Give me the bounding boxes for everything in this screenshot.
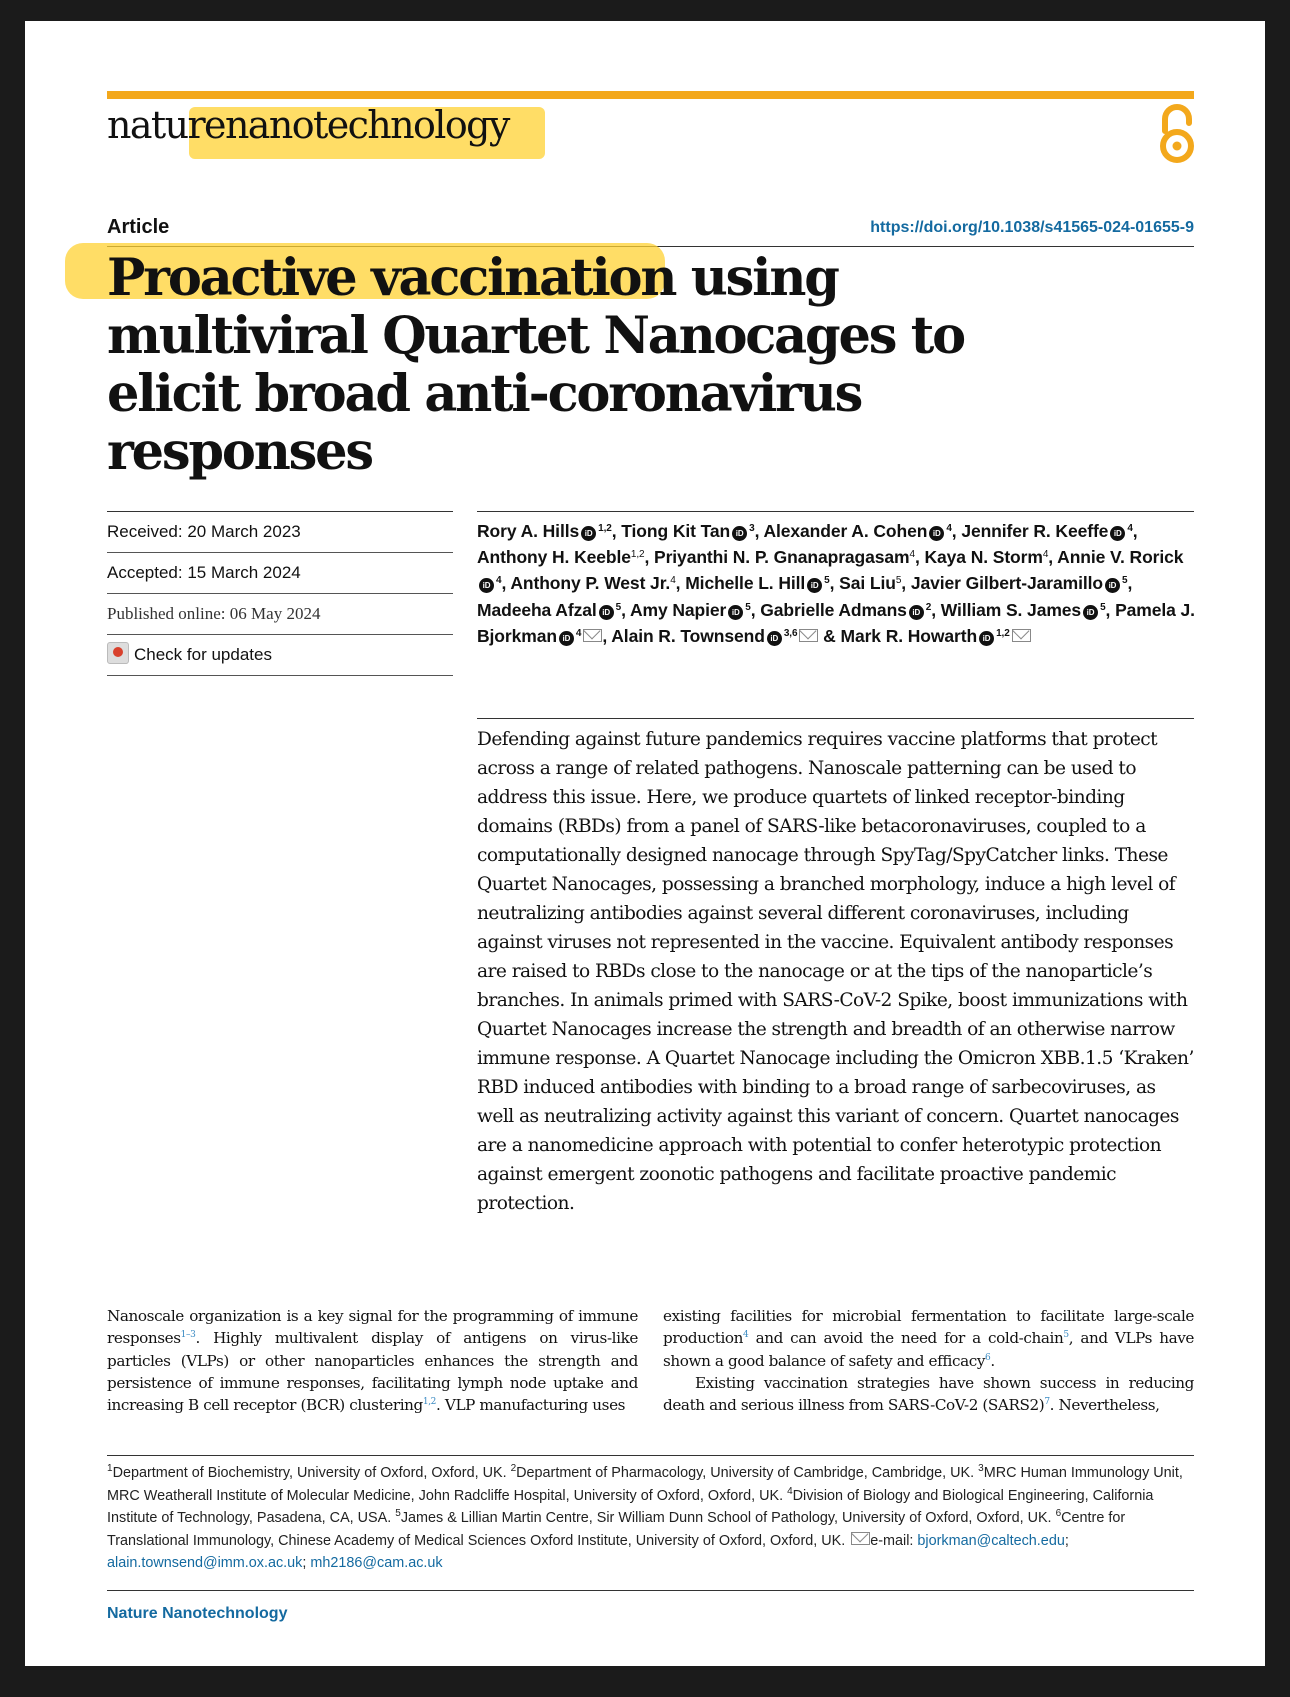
orcid-icon[interactable]: iD: [979, 631, 994, 646]
author-name[interactable]: Pamela J. Bjorkman: [477, 599, 1195, 646]
affiliation-text: Division of Biology and Biological Engineering, California Institute of Technology, Pasadena, CA, USA.: [107, 1487, 1154, 1526]
author-affiliation-marker: 3,6: [783, 627, 798, 639]
affiliation-number: 1: [107, 1463, 113, 1474]
author-affiliation-marker: 4: [670, 575, 676, 587]
footer-journal-link[interactable]: Nature Nanotechnology: [107, 1605, 288, 1622]
email-link[interactable]: bjorkman@caltech.edu: [917, 1532, 1065, 1549]
published-date: Published online: 06 May 2024: [107, 594, 453, 635]
author-name[interactable]: Annie V. Rorick: [1057, 547, 1184, 568]
author-affiliation-marker: 5: [1121, 575, 1128, 587]
orcid-icon[interactable]: iD: [581, 526, 596, 541]
reference-link[interactable]: 6: [985, 1352, 991, 1363]
author-affiliation-marker: 5: [824, 575, 830, 587]
affiliation-text: Department of Pharmacology, University of Cambridge, Cambridge, UK.: [516, 1465, 979, 1481]
orcid-icon[interactable]: iD: [1083, 605, 1098, 620]
article-type: Article: [107, 216, 170, 238]
reference-link[interactable]: 5: [1063, 1330, 1069, 1341]
email-icon[interactable]: [1012, 629, 1031, 642]
author-name[interactable]: Anthony H. Keeble: [477, 547, 631, 568]
check-updates-button[interactable]: [107, 635, 453, 676]
affiliations-rule: [107, 1455, 1194, 1456]
orcid-icon[interactable]: iD: [767, 631, 782, 646]
doi-link[interactable]: https://doi.org/10.1038/s41565-024-01655-9: [870, 219, 1194, 236]
received-date: Received: 20 March 2023: [107, 512, 453, 553]
open-access-icon[interactable]: [1157, 103, 1197, 165]
orcid-icon[interactable]: iD: [479, 578, 494, 593]
accepted-date: Accepted: 15 March 2024: [107, 553, 453, 594]
author-affiliation-marker: 4: [909, 549, 915, 561]
author-name[interactable]: Michelle L. Hill: [685, 573, 806, 594]
email-label: e-mail:: [870, 1532, 918, 1549]
reference-link[interactable]: 1–3: [180, 1330, 196, 1341]
orcid-icon[interactable]: iD: [1105, 578, 1120, 593]
check-updates-icon: [107, 642, 129, 664]
author-name[interactable]: Madeeha Afzal: [477, 599, 597, 620]
authors-rule: [477, 511, 1194, 512]
author-name[interactable]: Jennifer R. Keeffe: [961, 521, 1109, 541]
email-link[interactable]: mh2186@cam.ac.uk: [310, 1555, 443, 1571]
author-name[interactable]: Amy Napier: [629, 599, 727, 620]
affiliation-number: 6: [1055, 1508, 1062, 1519]
author-affiliation-marker: 4: [1042, 549, 1049, 561]
affiliation-text: Centre for Translational Immunology, Chinese Academy of Medical Sciences Oxford Institute, University of Oxford, Oxford, UK.: [107, 1510, 1126, 1549]
orcid-icon[interactable]: iD: [929, 526, 944, 541]
email-icon: [851, 1532, 870, 1545]
abstract: Defending against future pandemics requires vaccine platforms that protect across a range of related pathogens. Nanoscale patterning can be used to address this issue. Here, we produce quartets of linked receptor-binding domains (RBDs) from a panel of SARS-like betacoronaviruses, coupled to a computationally designed nanocage through SpyTag/SpyCatcher links. These Quartet Nanocages, possessing a branched morphology, induce a high level of neutralizing antibodies against several different coronaviruses, including against viruses not represented in the vaccine. Equivalent antibody responses are raised to RBDs close to the nanocage or at the tips of the nanoparticle’s branches. In animals primed with SARS-CoV-2 Spike, boost immunizations with Quartet Nanocages increase the strength and breadth of an otherwise narrow immune response. A Quartet Nanocage including the Omicron XBB.1.5 ‘Kraken’ RBD induced antibodies with binding to a broad range of sarbecoviruses, as well as neutralizing activity against this variant of concern. Quartet nanocages are a nanomedicine approach with potential to confer heterotypic protection against emergent zoonotic pathogens and facilitate proactive pandemic protection.: [477, 729, 1194, 1214]
orcid-icon[interactable]: iD: [728, 605, 743, 620]
author-name[interactable]: Alexander A. Cohen: [763, 521, 928, 541]
orcid-icon[interactable]: iD: [807, 578, 822, 593]
title-rest: using multiviral Quartet Nanocages to elicit broad anti-coronavirus responses: [107, 248, 964, 482]
author-affiliation-marker: 1,2: [630, 549, 645, 561]
author-affiliation-marker: 4: [575, 627, 582, 639]
article-page: [25, 21, 1265, 1666]
author-name[interactable]: Javier Gilbert-Jaramillo: [910, 573, 1103, 594]
author-affiliation-marker: 1,2: [996, 627, 1010, 639]
author-affiliation-marker: 5: [1100, 601, 1106, 613]
author-affiliation-marker: 4: [496, 575, 502, 587]
reference-link[interactable]: 1,2: [422, 1397, 437, 1408]
email-icon[interactable]: [583, 629, 602, 642]
body-column-left: Nanoscale organization is a key signal for the programming of immune responses$^{1-3}$. Highly multivalent display of antigens on virus-like particles (VLPs) or other nanoparticles enhances the strength and persistence of immune responses, facilitating lymph node uptake and increasing B cell receptor (BCR) clustering$^{1,2}$. VLP manufacturing uses: [107, 1307, 638, 1415]
body-column-right: existing facilities for microbial fermentation to facilitate large-scale production$^4$ and can avoid the need for a cold-chain$^5$, and VLPs have shown a good balance of safety and efficacy$^6$. Existing vaccination strategies have shown success in reducing death and serious illness from SARS-CoV-2 (SARS2)$^7$. Nevertheless,: [663, 1307, 1194, 1415]
footer-rule: [107, 1590, 1194, 1591]
orcid-icon[interactable]: iD: [559, 631, 574, 646]
journal-name-left: nature: [107, 103, 225, 147]
author-name[interactable]: Priyanthi N. P. Gnanapragasam: [654, 547, 910, 568]
abstract-rule: [477, 718, 1194, 719]
affiliation-number: 3: [978, 1463, 984, 1474]
email-icon[interactable]: [799, 629, 818, 642]
journal-accent-bar: [107, 91, 1194, 99]
reference-link[interactable]: 7: [1044, 1397, 1050, 1408]
affiliation-number: 5: [395, 1508, 401, 1519]
author-name[interactable]: Mark R. Howarth: [840, 625, 978, 646]
orcid-icon[interactable]: iD: [732, 526, 747, 541]
check-updates-label: Check for updates: [134, 645, 272, 664]
email-link[interactable]: alain.townsend@imm.ox.ac.uk: [107, 1555, 303, 1571]
author-affiliation-marker: 4: [1127, 523, 1133, 534]
author-name[interactable]: Anthony P. West Jr.: [510, 573, 671, 594]
article-title: [107, 249, 1107, 481]
affiliation-number: 2: [510, 1463, 517, 1474]
author-name[interactable]: Gabrielle Admans: [760, 599, 907, 620]
affiliation-text: James & Lillian Martin Centre, Sir William Dunn School of Pathology, University of Oxford, Oxford, UK.: [400, 1510, 1056, 1526]
orcid-icon[interactable]: iD: [909, 605, 924, 620]
author-name[interactable]: Sai Liu: [839, 573, 896, 594]
orcid-icon[interactable]: iD: [1110, 526, 1125, 541]
affiliations: $^1$Department of Biochemistry, University of Oxford, Oxford, UK. $^2$Department of Pharmacology, University of Cambridge, Cambridge, UK. $^3$MRC Human Immunology Unit, MRC Weatherall Institute of Molecular Medicine, John Radcliffe Hospital, University of Oxford, Oxford, UK. $^4$Division of Biology and Biological Engineering, California Institute of Technology, Pasadena, CA, USA. $^5$James & Lillian Martin Centre, Sir William Dunn School of Pathology, University of Oxford, Oxford, UK. $^6$Centre for Translational Immunology, Chinese Academy of Medical Sciences Oxford Institute, University of Oxford, Oxford, UK. e-mail: bjorkman@caltech.edu; alain.townsend@imm.ox.ac.uk; mh2186@cam.ac.uk: [107, 1463, 1183, 1571]
author-affiliation-marker: 2: [925, 601, 932, 613]
author-name[interactable]: Kaya N. Storm: [924, 547, 1043, 568]
author-list: Rory A. Hills iD $^{1,2}$, Tiong Kit Tan iD $^3$, Alexander A. Cohen iD $^4$, Jennifer R. Keeffe iD $^4$, Anthony H. Keeble$^{1,2}$, Priyanthi N. P. Gnanapragasam$^4$, Kaya N. Storm$^4$, Annie V. RorickiD $^4$, Anthony P. West Jr.$^4$, Michelle L. Hill iD $^5$, Sai Liu$^5$, Javier Gilbert-Jaramillo iD $^5$, Madeeha Afzal iD $^5$, Amy Napier iD $^5$, Gabrielle Admans iD $^2$, William S. James iD $^5$, Pamela J. Bjorkman iD $^4$ , Alain R. Townsend iD $^{3,6}$ & Mark R. Howarth iD $^{1,2}$: [477, 521, 1195, 646]
author-affiliation-marker: 1,2: [598, 523, 612, 534]
orcid-icon[interactable]: iD: [599, 605, 614, 620]
affiliation-text: Department of Biochemistry, University of Oxford, Oxford, UK.: [112, 1465, 511, 1481]
journal-name-right: nanotechnology: [224, 103, 509, 147]
title-highlighted-phrase: Proactive vaccination: [107, 248, 676, 308]
author-affiliation-marker: 4: [946, 523, 952, 534]
author-name[interactable]: Tiong Kit Tan: [621, 521, 731, 541]
author-name[interactable]: William S. James: [940, 599, 1082, 620]
author-affiliation-marker: 5: [895, 575, 902, 587]
author-affiliation-marker: 3: [749, 523, 755, 534]
author-affiliation-marker: 5: [615, 601, 622, 613]
article-dates: [107, 511, 453, 676]
affiliation-text: MRC Human Immunology Unit, MRC Weatherall Institute of Molecular Medicine, John Radcliffe Hospital, University of Oxford, Oxford, UK.: [107, 1465, 1183, 1504]
author-name[interactable]: Alain R. Townsend: [611, 625, 765, 646]
affiliation-number: 4: [787, 1485, 793, 1497]
author-affiliation-marker: 5: [745, 601, 751, 613]
journal-logo: [107, 103, 509, 147]
author-name[interactable]: Rory A. Hills: [477, 521, 580, 541]
reference-link[interactable]: 4: [743, 1330, 749, 1341]
